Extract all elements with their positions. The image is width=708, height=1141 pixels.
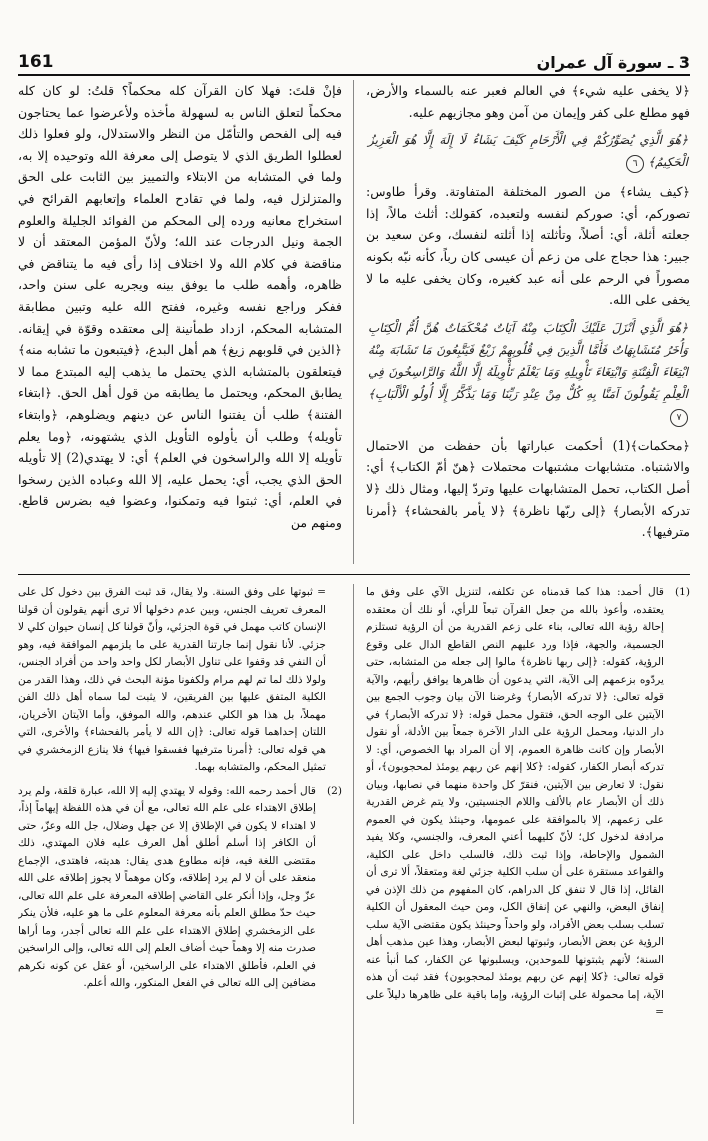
column-separator (353, 80, 354, 564)
page-header (18, 42, 690, 72)
footnote-text: قال أحمد: هذا كما قدمناه عن تكلفه، لتنزيل الآي على وفق ما يعتقده، وأعوذ بالله من جعل القرآن تبعاً للرأي، أو نلك أن معتقده إحالة رؤية الله تعالى، بناء على زعم القدرية من أن الرؤية تستلزم الجسمية، والجهة، فإذا ورد عليهم النص القاطع الدال على وقوع الرؤية، كقوله: ﴿إلى ربها ناظرة﴾ مالوا إلى جعله من المتشابه، حتى يردّوه بزعمهم إلى الآية، التي يدعون أن ظاهرها يوافق رأيهم، والآية قوله تعالى: ﴿لا تدركه الأبصار﴾ وغرضنا الآن بيان وجوب الجمع بين الآيتين على الوجه الحق، فتقول محمل قوله: ﴿لا تدركه الأبصار﴾ في دار الدنيا، ومحمل الرؤية على الدار الآخرة جمعاً بين الأدلة، أو نقول الأبصار وإن كانت ظاهرة العموم، إلا أن المراد بها الخصوص، أي: لا تدركه أبصار الكفار، كقوله: ﴿كلا إنهم عن ربهم يومئذ لمحجوبون﴾، أو نقول: لا تعارض بين الآيتين، فنقرّ كل واحدة منهما في نصابها، وبيان ذلك أن الأبصار عام بالألف واللام الجنسيتين، ولا يتم غرض القدرية على زعمهم، إلا بالموافقة على عمومها، وحينئذ يكون في العموم مرادفة لدخول كل؛ لأنّ كليهما أعني المعرف، والجنسي، وكلا يفيد الشمول والإحاطة، وإذا ثبت ذلك، فالسلب داخل على الكلية، والقواعد مستقرة على أن سلب الكلية جزئي لغة ومتعقلاً، ألا ترى أن القائل، إذا قال لا تنفق كل الدراهم، كان المفهوم من ذلك الإذن في إنفاق البعض، والنهي عن إنفاق الكل، ومن حيث المعقول أن الكلية تسلب بسلب بعض الأفراد، ولو واحداً وحينئذ يكون مقتضى الآية سلب الرؤية عن بعض الأبصار، وثبوتها لبعض الأبصار، وهذا عين مذهب أهل السنة؛ لأنهم يثبتونها للموحدين، ويسلبونها عن الكفار، كما أنبأ عنه قوله تعالى: ﴿كلا إنهم عن ربهم يومئذ لمحجوبون﴾ فقد ثبت أن هذه الآية، إما محمولة على إثبات الرؤية، وإما باقية على ظاهرها دليلاً على = (366, 586, 664, 1018)
header-rule (18, 74, 690, 76)
quran-verse (366, 129, 690, 173)
footnotes-left-column (18, 584, 342, 1124)
page-number: 161 (18, 52, 54, 72)
footnote-column-separator (353, 584, 354, 1124)
quran-verse (366, 317, 690, 427)
paragraph: ﴿كيف يشاء﴾ من الصور المختلفة المتفاوتة. وقرأ طاوس: تصوركم، أي: صوركم لنفسه ولتعبده، كقولك: أثلث مالاً، إذا جعلته أثلة، أي: أصلاً، وتأثلته إذا أثلته لنفسك، وعن سعيد بن جبير: هذا حجاج على من زعم أن عيسى كان رباً، كأنه نبّه بكونه مصوراً في الرحم على أنه عبد كغيره، وكان يخفى عليه ما لا يخفى على الله. (366, 184, 690, 308)
footnotes-right-column (366, 584, 690, 1124)
verse-text: ﴿هُوَ الَّذِي يُصَوِّرُكُمْ فِي الْأَرْحَامِ كَيْفَ يَشَاءُ لَا إِلَهَ إِلَّا هُوَ الْعَزِيزُ الْحَكِيمُ﴾ (368, 133, 688, 170)
footnote (366, 584, 690, 1022)
paragraph: فإنْ قلتَ: فهلا كان القرآن كله محكماً؟ قلتُ: لو كان كله محكماً لتعلق الناس به لسهولة مأخذه ولأعرضوا عما يحتاجون فيه إلى الفحص والتأمّل من النظر والاستدلال، ولو فعلوا ذلك لعطلوا الطريق الذي لا يتوصل إلى معرفة الله وتوحيده إلا به، ولما في المتشابه من الابتلاء والتمييز بين الثابت على الحق والمتزلزل فيه، ولما في تقادح العلماء وإتعابهم القرائح في استخراج معانيه ورده إلى المحكم من الفوائد الجليلة والعلوم الجمة ونيل الدرجات عند الله؛ ولأنّ المؤمن المعتقد أن لا مناقضة في كلام الله ولا اختلاف إذا رأى فيه ما يتناقض في ظاهره، وأهمه طلب ما يوفق بينه ويجريه على سنن واحد، ففكر وراجع نفسه وغيره، ففتح الله عليه وتبين مطابقة المتشابه المحكم، ازداد طمأنينة إلى معتقده وقوّة في إيقانه. ﴿الذين في قلوبهم زيغ﴾ هم أهل البدع، ﴿فيتبعون ما تشابه منه﴾ فيتعلقون بالمتشابه الذي يحتمل ما يذهب إليه المبتدع مما لا يطابق المحكم، ويحتمل ما يطابقه من قول أهل الحق. ﴿ابتغاء الفتنة﴾ طلب أن يفتنوا الناس عن دينهم ويضلوهم، ﴿وابتغاء تأويله﴾ وطلب أن يأولوه التأويل الذي يشتهونه، ﴿وما يعلم تأويله إلا الله والراسخون في العلم﴾ أي: لا يهتدي(2) إلا تأويله الحق الذي يجب، أي: يحمل عليه، إلا الله وعباده الذين رسخوا في العلم، أي: ثبتوا فيه وتمكنوا، وعضوا فيه بضرس قاطع. ومنهم من (18, 83, 342, 530)
surah-title: 3 ـ سورة آل عمران (536, 53, 690, 72)
footnote-text: = ثبوتها على وفق السنة. ولا يقال، قد ثبت الفرق بين دخول كل على المعرف تعريف الجنس، وبين عدم دخولها ألا ترى أنهم يقولون أن قولنا الإنسان كاتب مهمل في قوة الجزئي، وأنّ قولنا كل إنسان حيوان كلي لا جزئي. لأنا نقول إنما جارتنا القدرية على ما يلزمهم الموافقة فيه، وهو أن النفي قد وقفوا على تناول الأبصار لكل واحد واحد من أفراد الجنس، ولولا ذلك لما تم لهم مرام ولكفونا مؤنة البحث في ذلك، وهذا القدر من الكلية المتفق عليها بين الفريقين، لا يثبت لما سماه أهل ذلك الفن مهملاً، بل هذا هو الكلي عندهم، والله الموفق، وأما الآيتان الأخريان، اللتان إحداهما قوله تعالى: ﴿إن الله لا يأمر بالفحشاء﴾ والأخرى، التي هي قوله تعالى: ﴿أمرنا مترفيها ففسقوا فيها﴾ فلا ينازع الزمخشري في تمثيل المحكم، والمتشابه بهما. (18, 586, 326, 773)
footnote-continuation (18, 584, 342, 777)
footnote-divider (18, 574, 690, 575)
verse-number: ٦ (626, 155, 644, 173)
paragraph: ﴿لا يخفى عليه شيء﴾ في العالم فعبر عنه بالسماء والأرض، فهو مطلع على كفر وإيمان من آمن وهو مجازيهم عليه. (366, 83, 690, 120)
footnote (18, 783, 342, 993)
main-text-left-column (18, 80, 342, 564)
main-text-right-column (366, 80, 690, 564)
footnote-text: قال أحمد رحمه الله: وقوله لا يهتدي إليه إلا الله، عبارة قلقة، ولم يرد إطلاق الاهتداء على علم الله تعالى، مع أن في هذه اللفظة إيهاماً إذاً، لا اهتداء لا يكون في الإطلاق إلا عن جهل وضلال، جل الله وعزّ، حتى أن الكافر إذا أسلم أطلق أهل العرف عليه فلان المهتدي، ذلك مقتضى اللغة فيه، فإنه مطاوع هدى يقال: هديته، فاهتدى، الإجماع منعقد على أن لا لم يرد إطلاقه، وكان موهماً لا يجوز إطلاقه على الله عزّ وجل، وإذا أنكر على القاضي إطلاقه المعرفة على علم الله تعالى، حيث حدّ مطلق العلم بأنه معرفة المعلوم على ما هو عليه، فلأن ينكر على الزمخشري إطلاق الاهتداء على علم الله تعالى أجدر، وما أراها صدرت منه إلا وهماً حيث أضاف العلم إلى الله تعالى، وإلى الراسخين في العلم، فأطلق الاهتداء على الراسخين، أو عقل عن كونه نكرهم مضافين إلى الله تعالى في الفعل المنكور، والله أعلم. (18, 784, 316, 989)
paragraph: ﴿محكمات﴾(1) أحكمت عباراتها بأن حفظت من الاحتمال والاشتباه. متشابهات مشتبهات محتملات ﴿هنّ أمّ الكتاب﴾ أي: أصل الكتاب، تحمل المتشابهات عليها وتردّ إليها، ومثال ذلك ﴿لا تدركه الأبصار﴾ ﴿إلى ربّها ناظرة﴾ ﴿لا يأمر بالفحشاء﴾ ﴿أمرنا مترفيها﴾. (366, 437, 690, 540)
verse-number: ٧ (670, 409, 688, 427)
footnote-number: (2) (326, 784, 342, 797)
footnote-number: (1) (674, 586, 690, 598)
verse-text: ﴿هُوَ الَّذِي أَنْزَلَ عَلَيْكَ الْكِتَابَ مِنْهُ آيَاتٌ مُحْكَمَاتٌ هُنَّ أُمُّ الْكِتَابِ وَأُخَرُ مُتَشَابِهَاتٌ فَأَمَّا الَّذِينَ فِي قُلُوبِهِمْ زَيْغٌ فَيَتَّبِعُونَ مَا تَشَابَهَ مِنْهُ ابْتِغَاءَ الْفِتْنَةِ وَابْتِغَاءَ تَأْوِيلِهِ وَمَا يَعْلَمُ تَأْوِيلَهُ إِلَّا اللَّهُ وَالرَّاسِخُونَ فِي الْعِلْمِ يَقُولُونَ آمَنَّا بِهِ كُلٌّ مِنْ عِنْدِ رَبِّنَا وَمَا يَذَّكَّرُ إِلَّا أُولُو الْأَلْبَابِ﴾ (368, 320, 688, 401)
